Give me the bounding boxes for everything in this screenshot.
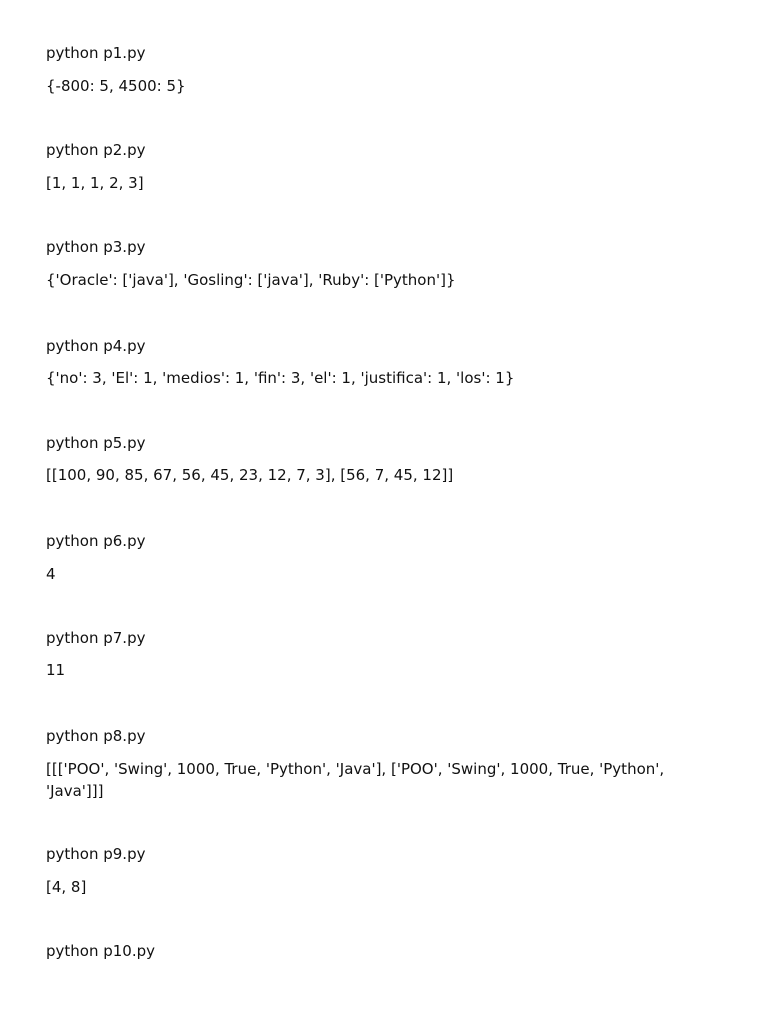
command-line-p8: python p8.py [46, 727, 146, 745]
output-line-p5: [[100, 90, 85, 67, 56, 45, 23, 12, 7, 3], [56, 7, 45, 12]] [46, 466, 454, 484]
command-line-p7: python p7.py [46, 629, 146, 647]
output-line-p3: {'Oracle': ['java'], 'Gosling': ['java'], 'Ruby': ['Python']} [46, 271, 456, 289]
command-line-p1: python p1.py [46, 44, 146, 62]
output-line-p4: {'no': 3, 'El': 1, 'medios': 1, 'fin': 3, 'el': 1, 'justifica': 1, 'los': 1} [46, 369, 515, 387]
command-line-p9: python p9.py [46, 845, 146, 863]
output-line-p1: {-800: 5, 4500: 5} [46, 77, 186, 95]
output-line-p6: 4 [46, 565, 56, 583]
command-line-p3: python p3.py [46, 238, 146, 256]
output-line-p9: [4, 8] [46, 878, 87, 896]
output-line-p8: [[['POO', 'Swing', 1000, True, 'Python', 'Java'], ['POO', 'Swing', 1000, True, 'Python', 'Java']]] [46, 760, 669, 800]
command-line-p5: python p5.py [46, 434, 146, 452]
command-line-p2: python p2.py [46, 141, 146, 159]
output-line-p7: 11 [46, 661, 66, 679]
command-line-p4: python p4.py [46, 337, 146, 355]
command-line-p10: python p10.py [46, 942, 156, 960]
output-line-p2: [1, 1, 1, 2, 3] [46, 174, 144, 192]
command-line-p6: python p6.py [46, 532, 146, 550]
